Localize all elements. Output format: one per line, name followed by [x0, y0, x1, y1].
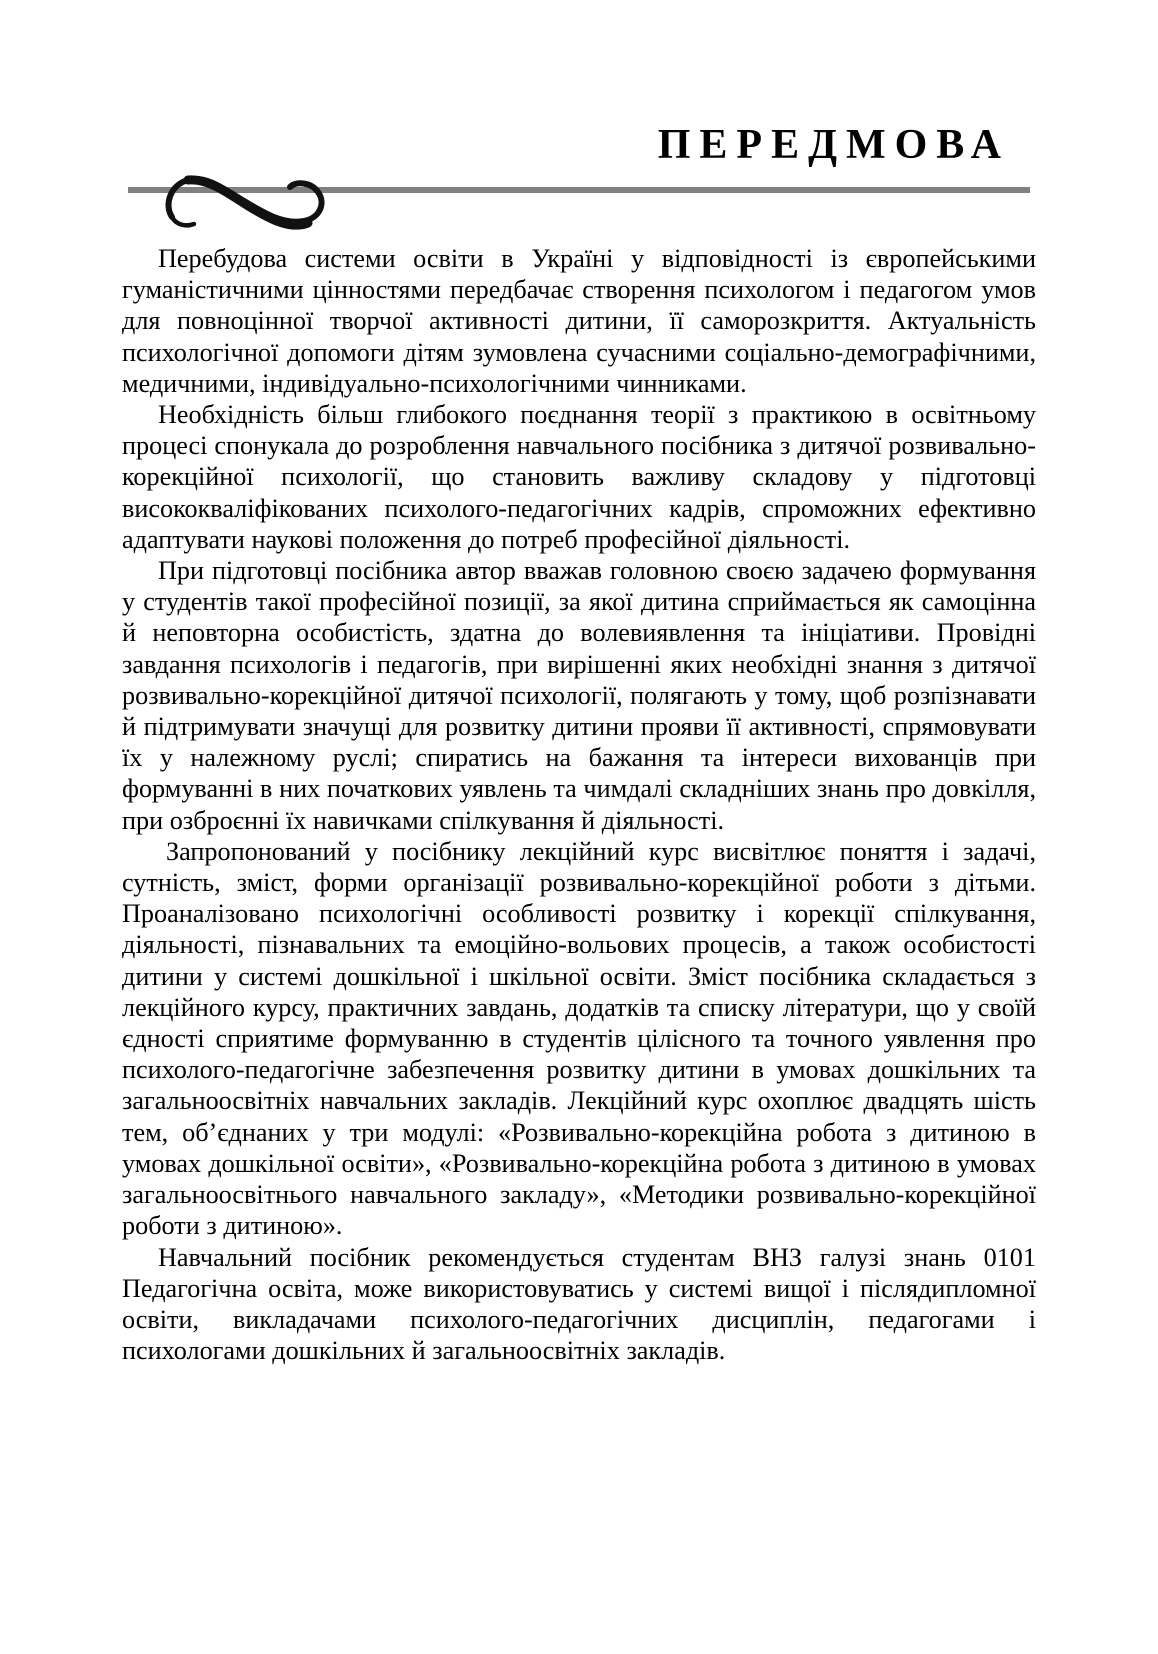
page-header [0, 0, 1158, 215]
body-paragraph: Запропонований у посібнику лекційний курс висвітлює поняття і задачі, сутність, зміст, форми організації розвивально-корекційної роботи з дітьми. Проаналізовано психологічні особливості розвитку і корекції спілкування, діяльності, пізнавальних та емоційно-вольових процесів, а також особистості дитини у системі дошкільної і шкільної освіти. Зміст посібника складається з лекційного курсу, практичних завдань, додатків та списку літератури, що у своїй єдності сприятиме формуванню в студентів цілісного та точного уявлення про психолого-педагогічне забезпечення розвитку дитини в умовах дошкільних та загальноосвітніх навчальних закладів. Лекційний курс охоплює двадцять шість тем, об’єднаних у три модулі: «Розвивально-корекційна робота з дитиною в умовах дошкільної освіти», «Розвивально-корекційна робота з дитиною в умовах загальноосвітнього навчального закладу», «Методики розвивально-корекційної роботи з дитиною». [122, 836, 1036, 1241]
body-content [122, 243, 1036, 1366]
page-title: ПЕРЕДМОВА [657, 122, 1010, 168]
body-paragraph: Необхідність більш глибокого поєднання теорії з практикою в освітньому процесі спонукала до розроблення навчального посібника з дитячої розвивально-корекційної психології, що становить важливу складову у підготовці висококваліфікованих психолого-педагогічних кадрів, спроможних ефективно адаптувати наукові положення до потреб професійної діяльності. [122, 400, 1036, 554]
body-paragraph: Навчальний посібник рекомендується студентам ВНЗ галузі знань 0101 Педагогічна освіта, може використовуватись у системі вищої і післядипломної освіти, викладачами психолого-педагогічних дисциплін, педагогами і психологами дошкільних й загальноосвітніх закладів. [122, 1242, 1036, 1366]
body-paragraph: При підготовці посібника автор вважав головною своєю задачею формування у студентів такої професійної позиції, за якої дитина сприймається як самоцінна й неповторна особистість, здатна до волевиявлення та ініціативи. Провідні завдання психологів і педагогів, при вирішенні яких необхідні знання з дитячої розвивально-корекційної дитячої психології, полягають у тому, щоб розпізнавати й підтримувати значущі для розвитку дитини прояви її активності, спрямовувати їх у належному руслі; спиратись на бажання та інтереси вихованців при формуванні в них початкових уявлень та чимдалі складніших знань про довкілля, при озброєнні їх навичками спілкування й діяльності. [122, 556, 1036, 835]
body-paragraph: Перебудова системи освіти в Україні у відповідності із європейськими гуманістичними цінностями передбачає створення психологом і педагогом умов для повноцінної творчої активності дитини, її саморозкриття. Актуальність психологічної допомоги дітям зумовлена сучасними соціально-демографічними, медичними, індивідуально-психологічними чинниками. [122, 244, 1036, 398]
header-divider-rule [128, 187, 1030, 193]
